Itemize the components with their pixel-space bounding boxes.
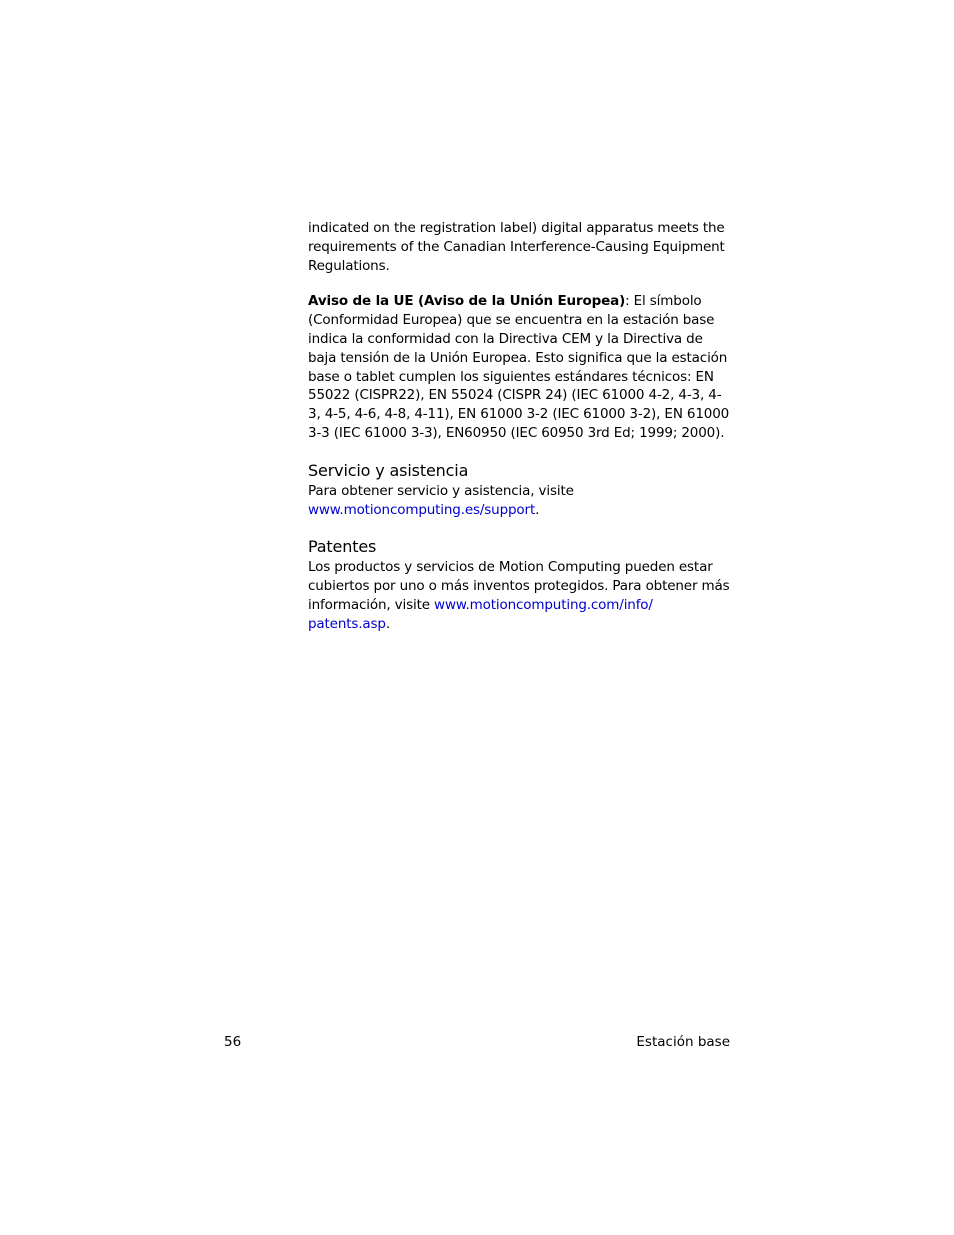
canada-compliance-text: indicated on the registration label) digital apparatus meets the requirements of the Canadian Interference-Causing Equipment Regulations. (308, 220, 725, 274)
patents-link-line2: patents.asp (308, 615, 386, 632)
canada-compliance-paragraph (308, 219, 732, 275)
service-paragraph (308, 482, 732, 520)
eu-notice-paragraph (308, 292, 732, 442)
page-number: 56 (224, 1034, 242, 1050)
patents-heading: Patentes (308, 537, 377, 557)
service-text: Para obtener servicio y asistencia, visite (308, 482, 574, 499)
support-link[interactable]: www.motioncomputing.es/support (308, 501, 536, 518)
patents-link-line1: www.motioncomputing.com/info/ (434, 596, 653, 613)
service-suffix: . (535, 501, 540, 518)
patents-paragraph (308, 558, 732, 633)
service-heading: Servicio y asistencia (308, 460, 469, 480)
patents-text: Los productos y servicios de Motion Computing pueden estar cubiertos por uno o más inventos protegidos. Para obtener más información, visite (308, 559, 730, 613)
running-title: Estación base (636, 1034, 730, 1050)
eu-notice-label: Aviso de la UE (Aviso de la Unión Europea) (308, 293, 626, 310)
eu-notice-text: : El símbolo (Conformidad Europea) que se encuentra en la estación base indica la conformidad con la Directiva CEM y la Directiva de baja tensión de la Unión Europea. Esto significa que la estación base o tablet cumplen los siguientes estándares técnicos: EN 55022 (CISPR22), EN 55024 (CISPR 24) (IEC 61000 4-2, 4-3, 4-3, 4-5, 4-6, 4-8, 4-11), EN 61000 3-2 (IEC 61000 3-2), EN 61000 3-3 (IEC 61000 3-3), EN60950 (IEC 60950 3rd Ed; 1999; 2000). (308, 293, 730, 441)
patents-suffix: . (385, 615, 390, 632)
main-column (308, 219, 732, 634)
